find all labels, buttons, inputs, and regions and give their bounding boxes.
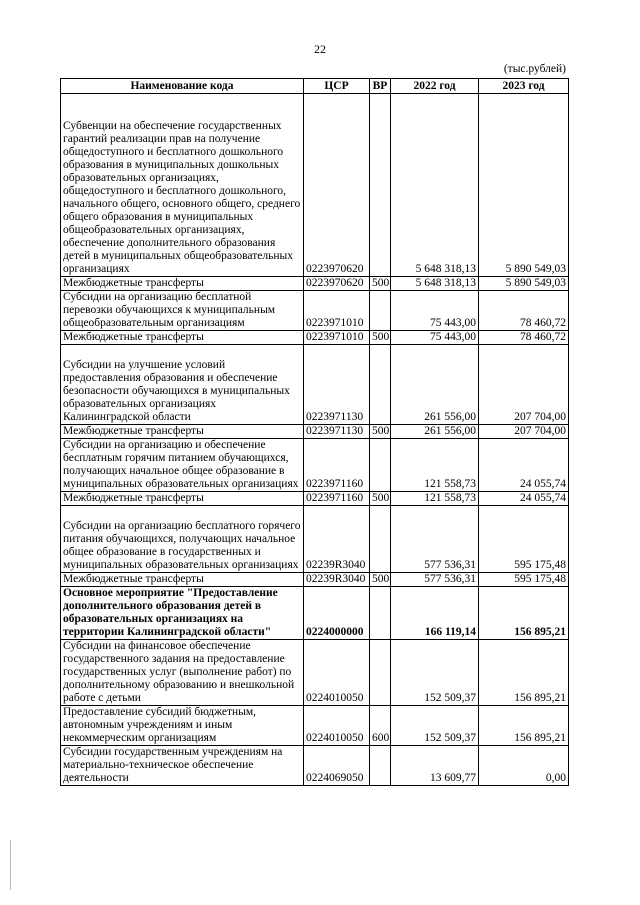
row-csr: 0223970620 bbox=[304, 94, 370, 277]
row-csr: 02239R3040 bbox=[304, 506, 370, 573]
table-row bbox=[61, 706, 569, 746]
row-csr: 0224010050 bbox=[304, 706, 370, 746]
row-2022: 261 556,00 bbox=[391, 425, 479, 439]
row-csr: 0223971160 bbox=[304, 439, 370, 492]
row-2023: 207 704,00 bbox=[479, 345, 569, 425]
units-label: (тыс.рублей) bbox=[503, 63, 566, 75]
row-vr bbox=[370, 439, 391, 492]
page-number: 22 bbox=[314, 42, 326, 56]
table-row bbox=[61, 291, 569, 331]
row-2023: 595 175,48 bbox=[479, 573, 569, 587]
row-2023: 5 890 549,03 bbox=[479, 277, 569, 291]
header-name: Наименование кода bbox=[61, 79, 304, 94]
row-csr: 02239R3040 bbox=[304, 573, 370, 587]
row-name: Субсидии на финансовое обеспечение государственного задания на предоставление государственных услуг (выполнение работ) по дополнительному образованию и внешкольной работе с детьми bbox=[61, 640, 304, 706]
row-2022: 75 443,00 bbox=[391, 331, 479, 345]
row-vr bbox=[370, 640, 391, 706]
row-vr bbox=[370, 345, 391, 425]
row-name: Межбюджетные трансферты bbox=[61, 492, 304, 506]
row-name: Основное мероприятие "Предоставление дополнительного образования детей в образовательных организациях на территории Калининградской области" bbox=[61, 587, 304, 640]
row-name: Субвенции на обеспечение государственных гарантий реализации прав на получение общедоступного и бесплатного дошкольного образования в муниципальных дошкольных образовательных организациях, общедоступного и бесплатного дошкольного, начального общего, основного общего, среднего общего образования в муниципальных общеобразовательных организациях, обеспечение дополнительного образования детей в муниципальных общеобразовательных организациях bbox=[61, 94, 304, 277]
header-vr: ВР bbox=[370, 79, 391, 94]
row-2022: 121 558,73 bbox=[391, 492, 479, 506]
table-row bbox=[61, 425, 569, 439]
table-row bbox=[61, 506, 569, 573]
header-2022: 2022 год bbox=[391, 79, 479, 94]
row-2023: 595 175,48 bbox=[479, 506, 569, 573]
row-2022: 5 648 318,13 bbox=[391, 277, 479, 291]
row-name: Субсидии на организацию и обеспечение бесплатным горячим питанием обучающихся, получающих начальное общее образование в муниципальных образовательных организациях bbox=[61, 439, 304, 492]
row-vr: 500 bbox=[370, 573, 391, 587]
scan-margin-mark bbox=[10, 840, 11, 890]
table-row bbox=[61, 492, 569, 506]
row-vr bbox=[370, 746, 391, 786]
row-csr: 0223971160 bbox=[304, 492, 370, 506]
row-vr: 500 bbox=[370, 331, 391, 345]
row-vr bbox=[370, 587, 391, 640]
header-csr: ЦСР bbox=[304, 79, 370, 94]
row-name: Предоставление субсидий бюджетным, автономным учреждениям и иным некоммерческим организациям bbox=[61, 706, 304, 746]
row-2022: 261 556,00 bbox=[391, 345, 479, 425]
row-2022: 577 536,31 bbox=[391, 506, 479, 573]
table-row bbox=[61, 746, 569, 786]
row-vr bbox=[370, 291, 391, 331]
row-2023: 24 055,74 bbox=[479, 439, 569, 492]
row-2023: 78 460,72 bbox=[479, 291, 569, 331]
row-2022: 5 648 318,13 bbox=[391, 94, 479, 277]
row-csr: 0224010050 bbox=[304, 640, 370, 706]
row-2022: 13 609,77 bbox=[391, 746, 479, 786]
row-2022: 75 443,00 bbox=[391, 291, 479, 331]
row-2023: 156 895,21 bbox=[479, 587, 569, 640]
row-vr: 500 bbox=[370, 425, 391, 439]
row-2023: 0,00 bbox=[479, 746, 569, 786]
table-row bbox=[61, 573, 569, 587]
table-row bbox=[61, 331, 569, 345]
row-csr: 0224000000 bbox=[304, 587, 370, 640]
row-2023: 78 460,72 bbox=[479, 331, 569, 345]
row-2022: 152 509,37 bbox=[391, 640, 479, 706]
row-csr: 0223970620 bbox=[304, 277, 370, 291]
row-vr: 600 bbox=[370, 706, 391, 746]
row-name: Субсидии на улучшение условий предоставления образования и обеспечение безопасности обучающихся в муниципальных образовательных организациях Калининградской области bbox=[61, 345, 304, 425]
row-2023: 156 895,21 bbox=[479, 640, 569, 706]
table-row bbox=[61, 345, 569, 425]
table-row bbox=[61, 94, 569, 277]
row-name: Межбюджетные трансферты bbox=[61, 277, 304, 291]
row-2022: 121 558,73 bbox=[391, 439, 479, 492]
header-2023: 2023 год bbox=[479, 79, 569, 94]
table-row bbox=[61, 277, 569, 291]
row-csr: 0224069050 bbox=[304, 746, 370, 786]
row-vr bbox=[370, 94, 391, 277]
table-header-row bbox=[61, 79, 569, 94]
row-name: Субсидии на организацию бесплатного горячего питания обучающихся, получающих начальное общее образование в государственных и муниципальных образовательных организациях bbox=[61, 506, 304, 573]
row-csr: 0223971010 bbox=[304, 291, 370, 331]
row-vr: 500 bbox=[370, 492, 391, 506]
row-csr: 0223971130 bbox=[304, 345, 370, 425]
row-2022: 166 119,14 bbox=[391, 587, 479, 640]
row-name: Субсидии на организацию бесплатной перевозки обучающихся к муниципальным общеобразовательным организациям bbox=[61, 291, 304, 331]
row-name: Субсидии государственным учреждениям на материально-техническое обеспечение деятельности bbox=[61, 746, 304, 786]
row-2023: 207 704,00 bbox=[479, 425, 569, 439]
table-row-bold bbox=[61, 587, 569, 640]
row-name: Межбюджетные трансферты bbox=[61, 573, 304, 587]
table-row bbox=[61, 439, 569, 492]
row-name: Межбюджетные трансферты bbox=[61, 425, 304, 439]
table-row bbox=[61, 640, 569, 706]
row-2022: 577 536,31 bbox=[391, 573, 479, 587]
row-2023: 5 890 549,03 bbox=[479, 94, 569, 277]
budget-table bbox=[60, 78, 569, 786]
row-csr: 0223971130 bbox=[304, 425, 370, 439]
row-csr: 0223971010 bbox=[304, 331, 370, 345]
row-2023: 156 895,21 bbox=[479, 706, 569, 746]
row-vr bbox=[370, 506, 391, 573]
row-vr: 500 bbox=[370, 277, 391, 291]
row-2023: 24 055,74 bbox=[479, 492, 569, 506]
row-name: Межбюджетные трансферты bbox=[61, 331, 304, 345]
row-2022: 152 509,37 bbox=[391, 706, 479, 746]
